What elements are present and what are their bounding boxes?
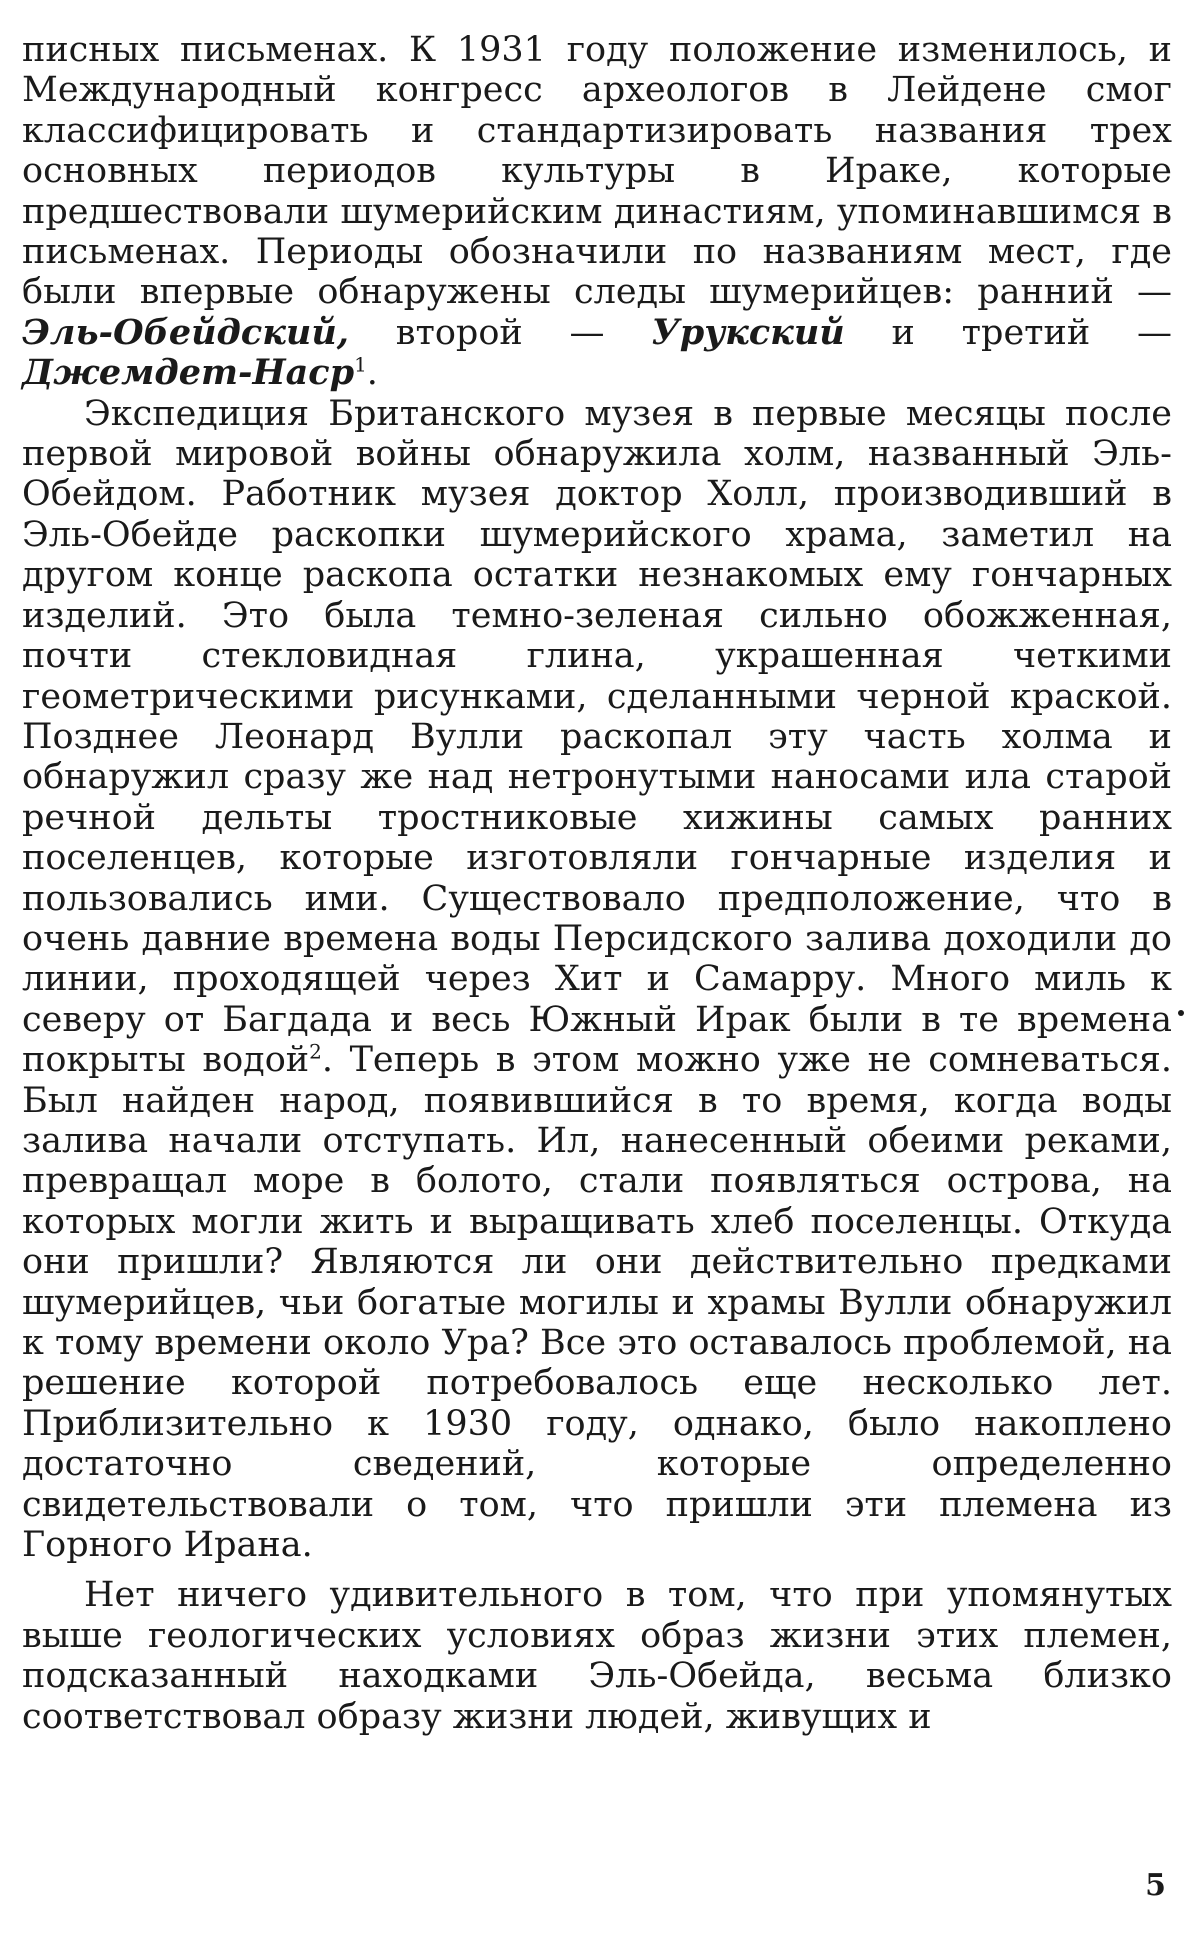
paragraph-2-text-b: . Теперь в этом можно уже не сомневаться. Был найден народ, появившийся в то время, когда воды залива начали отступать. Ил, нанесенный обеими реками, превращал море в болото, стали появляться острова, на которых могли жить и выращивать хлеб поселенцы. Откуда они пришли? Являются ли они действительно предками шумерийцев, чьи богатые могилы и храмы Вулли обнаружил к тому времени около Ура? Все это оставалось проблемой, на решение которой потребовалось еще несколько лет. Приблизительно к 1930 году, однако, было накоплено достаточно сведений, которые определенно свидетельствовали о том, что пришли эти племена из Горного Ирана. bbox=[22, 1040, 1173, 1566]
paragraph-expedition bbox=[22, 394, 1172, 1566]
term-uruk: Урукский bbox=[651, 311, 845, 353]
paragraph-continuation bbox=[22, 30, 1172, 394]
body-text bbox=[22, 30, 1172, 1737]
paragraph-1-text-a: писных письменах. К 1931 году положение изменилось, и Международный конгресс археологов в Лейдене смог классифицировать и стандартизировать названия трех основных периодов культуры в Ираке, которые предшествовали шумерийским династиям, упоминавшимся в письменах. Периоды обозначили по названиям мест, где были впервые обнаружены следы шумерийцев: ранний — bbox=[22, 30, 1172, 313]
paragraph-1-text-c: и третий — bbox=[844, 312, 1172, 353]
footnote-marker-1: 1 bbox=[354, 352, 367, 377]
paragraph-nothing-surprising bbox=[22, 1575, 1172, 1737]
paragraph-3-text: Нет ничего удивительного в том, что при упомянутых выше геологических условиях образ жизни этих племен, подсказанный находками Эль-Обейда, весьма близко соответствовал образу жизни людей, живущих и bbox=[22, 1575, 1172, 1737]
term-el-obeid: Эль-Обейдский, bbox=[22, 311, 349, 353]
print-speck bbox=[1178, 1010, 1184, 1016]
page-number: 5 bbox=[1145, 1868, 1166, 1903]
paragraph-2-text-a: Экспедиция Британского музея в первые месяцы после первой мировой войны обнаружила холм, названный Эль-Обейдом. Работник музея доктор Холл, производивший в Эль-Обейде раскопки шумерийского храма, заметил на другом конце раскопа остатки незнакомых ему гончарных изделий. Это была темно-зеленая сильно обожженная, почти стекловидная глина, украшенная четкими геометрическими рисунками, сделанными черной краской. Позднее Леонард Вулли раскопал эту часть холма и обнаружил сразу же над нетронутыми наносами ила старой речной дельты тростниковые хижины самых ранних поселенцев, которые изготовляли гончарные изделия и пользовались ими. Существовало предположение, что в очень давние времена воды Персидского залива доходили до линии, проходящей через Хит и Самарру. Много миль к северу от Багдада и весь Южный Ирак были в те времена покрыты водой bbox=[22, 393, 1172, 1081]
footnote-marker-2: 2 bbox=[309, 1039, 322, 1064]
paragraph-1-text-d: . bbox=[366, 353, 378, 394]
term-jemdet-nasr: Джемдет-Наср bbox=[22, 352, 355, 394]
paragraph-1-text-b: второй — bbox=[348, 312, 652, 353]
